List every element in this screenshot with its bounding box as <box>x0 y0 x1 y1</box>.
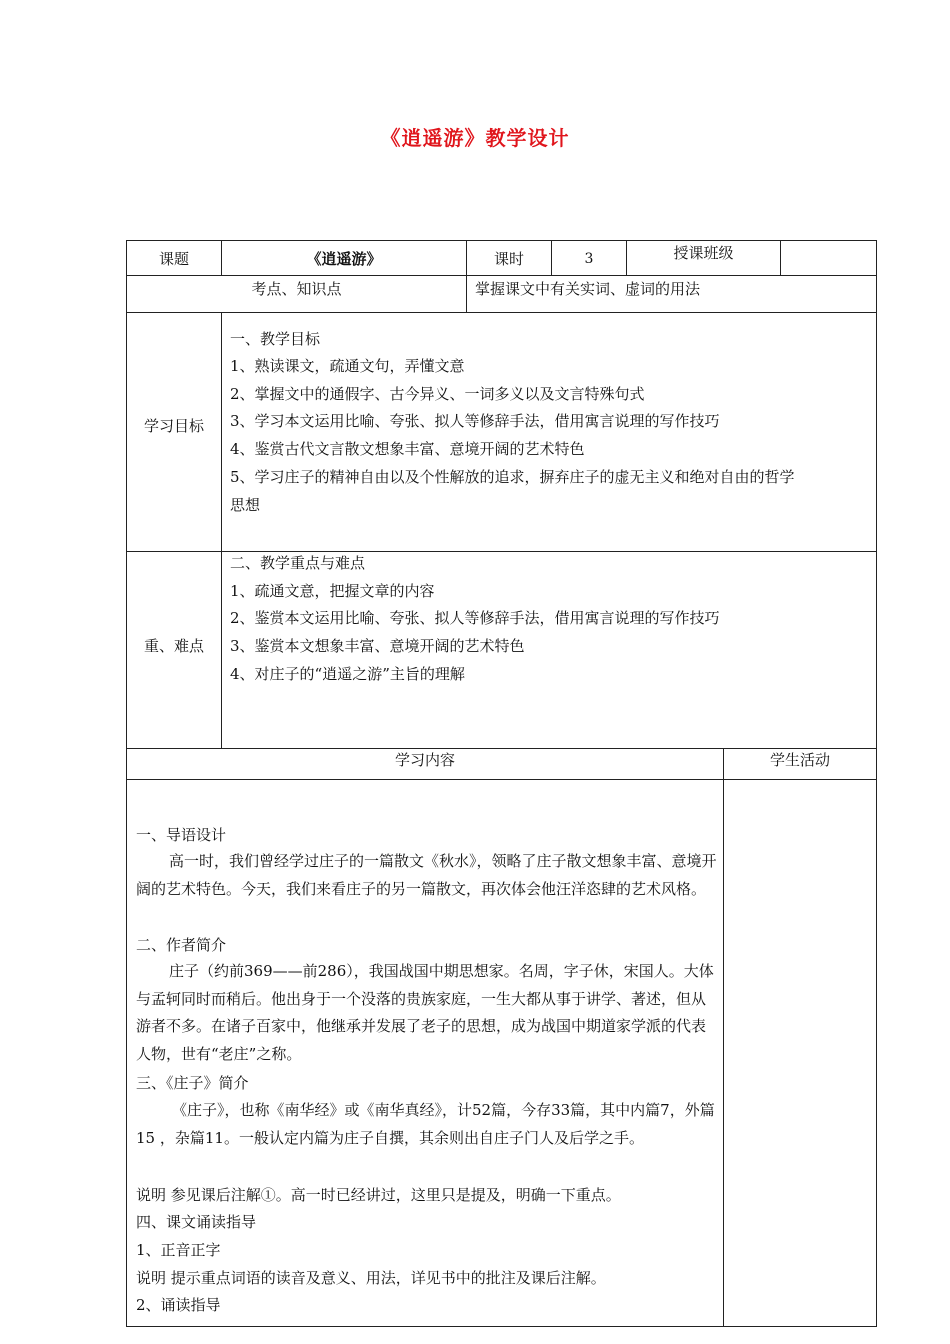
row-divider-4 <box>126 748 877 749</box>
class-label: 授课班级 <box>673 244 734 262</box>
key-points-heading: 二、教学重点与难点 <box>230 554 366 572</box>
key-point-item: 4、对庄子的“逍遥之游”主旨的理解 <box>230 665 465 683</box>
objectives-label: 学习目标 <box>143 417 204 435</box>
hours-label: 课时 <box>493 250 524 268</box>
topic-label: 课题 <box>158 250 189 268</box>
content-column-header: 学习内容 <box>394 751 455 769</box>
key-point-item: 2、鉴赏本文运用比喻、夸张、拟人等修辞手法，借用寓言说理的写作技巧 <box>230 609 720 627</box>
section-heading: 二、作者简介 <box>136 936 227 954</box>
objectives-heading: 一、教学目标 <box>230 330 321 348</box>
row-divider-2 <box>126 312 877 313</box>
key-points-label: 重、难点 <box>143 637 204 655</box>
section-heading: 三、《庄子》简介 <box>136 1074 249 1092</box>
hours-value: 3 <box>584 251 594 267</box>
document-title: 《逍遥游》教学设计 <box>380 126 570 150</box>
activity-column-header: 学生活动 <box>769 751 830 769</box>
subsection-heading: 1、正音正字 <box>136 1241 221 1259</box>
topic-value: 《逍遥游》 <box>306 250 382 268</box>
col-divider-activity <box>723 748 724 1327</box>
objective-item-continued: 思想 <box>230 496 261 514</box>
objective-item: 2、掌握文中的通假字、古今异义、一词多义以及文言特殊句式 <box>230 385 645 403</box>
objective-item: 3、学习本文运用比喻、夸张、拟人等修辞手法，借用寓言说理的写作技巧 <box>230 412 720 430</box>
section-paragraph: 《庄子》，也称《南华经》或《南华真经》，计52篇，今存33篇，其中内篇7，外篇15 ，杂篇11。一般认定内篇为庄子自撰，其余则出自庄子门人及后学之手。 <box>136 1101 715 1147</box>
section-heading: 一、导语设计 <box>136 826 227 844</box>
table-border-top <box>126 240 877 241</box>
section-heading: 四、课文诵读指导 <box>136 1213 257 1231</box>
knowledge-value: 掌握课文中有关实词、虚词的用法 <box>475 280 701 298</box>
objective-item: 4、鉴赏古代文言散文想象丰富、意境开阔的艺术特色 <box>230 440 585 458</box>
row-divider-1 <box>126 275 877 276</box>
key-point-item: 3、鉴赏本文想象丰富、意境开阔的艺术特色 <box>230 637 525 655</box>
section-paragraph: 高一时，我们曾经学过庄子的一篇散文《秋水》，领略了庄子散文想象丰富、意境开阔的艺术特色。今天，我们来看庄子的另一篇散文，再次体会他汪洋恣肆的艺术风格。 <box>136 852 717 898</box>
knowledge-label: 考点、知识点 <box>251 280 342 298</box>
table-border-bottom <box>126 1326 877 1327</box>
table-border-right <box>876 240 877 1327</box>
section-paragraph: 庄子（约前369——前286），我国战国中期思想家。名周，字子休，宋国人。大体与孟轲同时而稍后。他出身于一个没落的贵族家庭，一生大都从事于讲学、著述，但从游者不多。在诸子百家中，他继承并发展了老子的思想，成为战国中期道家学派的代表人物，世有“老庄”之称。 <box>136 962 714 1063</box>
table-border-left <box>126 240 127 1327</box>
objective-item: 1、熟读课文，疏通文句，弄懂文意 <box>230 357 465 375</box>
col-divider-class-value <box>780 240 781 276</box>
subsection-heading: 2、诵读指导 <box>136 1296 221 1314</box>
col-divider-label <box>221 312 222 749</box>
section-note: 说明 参见课后注解①。高一时已经讲过，这里只是提及，明确一下重点。 <box>136 1186 621 1204</box>
section-note: 说明 提示重点词语的读音及意义、用法，详见书中的批注及课后注解。 <box>136 1269 606 1287</box>
row-divider-5 <box>126 779 877 780</box>
objective-item: 5、学习庄子的精神自由以及个性解放的追求，摒弃庄子的虚无主义和绝对自由的哲学 <box>230 468 795 486</box>
key-point-item: 1、疏通文意，把握文章的内容 <box>230 582 435 600</box>
